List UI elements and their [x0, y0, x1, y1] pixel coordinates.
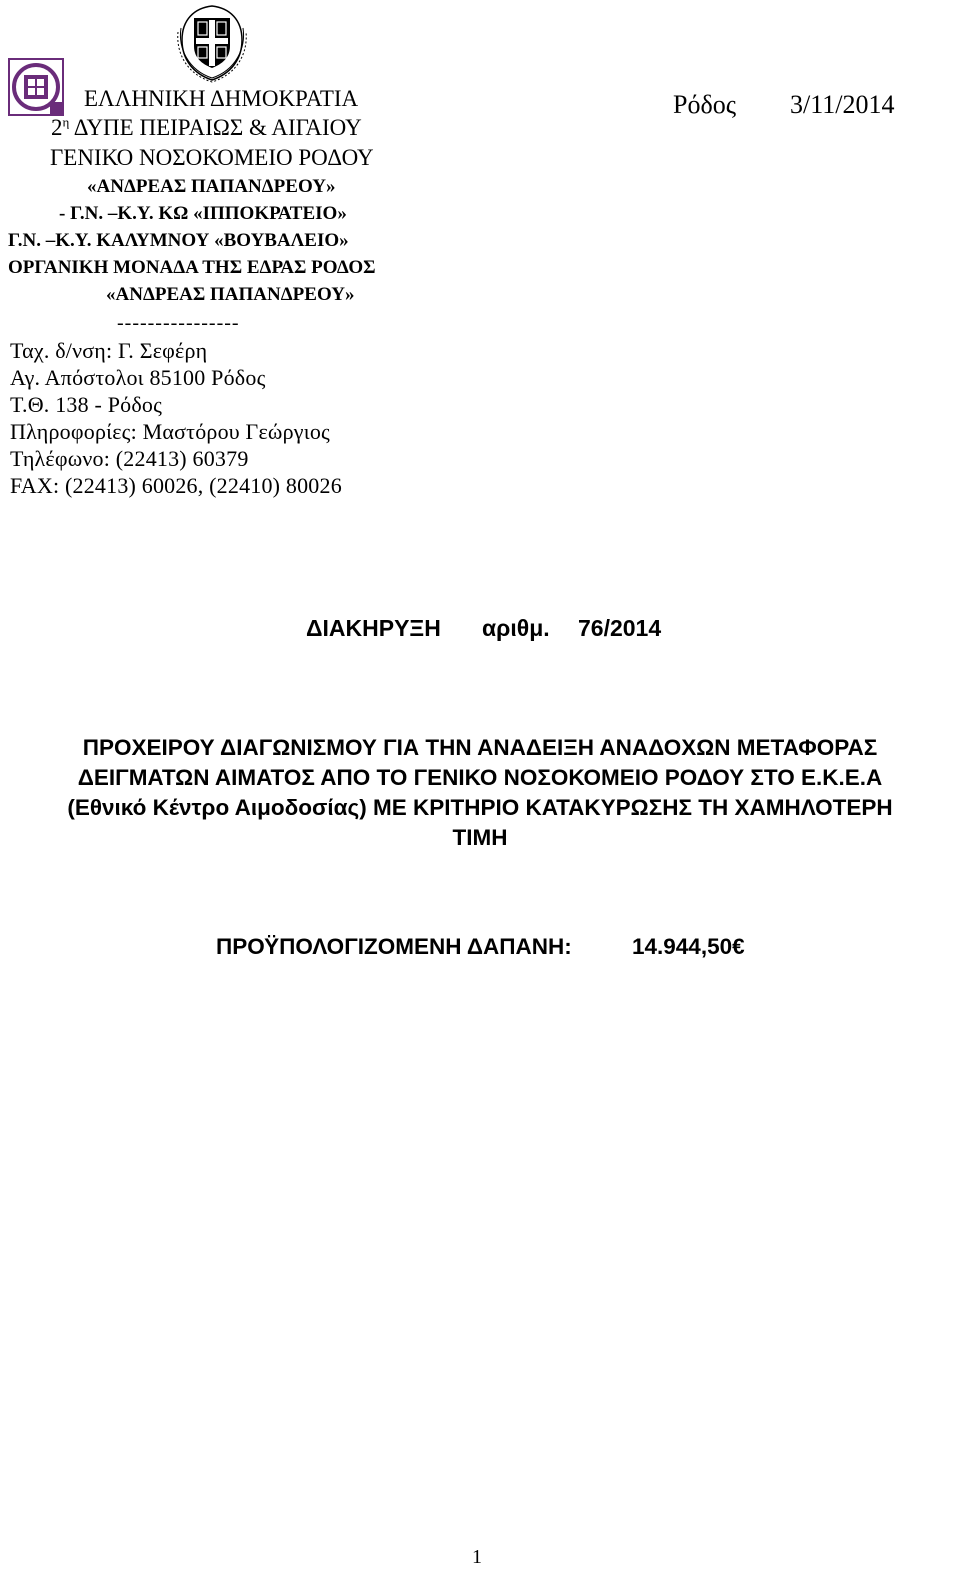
postal-address: Ταχ. δ/νση: Γ. Σεφέρη — [10, 338, 208, 363]
tender-subject-line: ΔΕΙΓΜΑΤΩΝ ΑΙΜΑΤΟΣ ΑΠΟ ΤΟ ΓΕΝΙΚΟ ΝΟΣΟΚΟΜΕΙΟ ΡΟΔΟΥ ΣΤΟ Ε.Κ.Ε.Α — [77, 765, 883, 790]
declaration-title: ΔΙΑΚΗΡΥΞΗ — [306, 615, 441, 641]
declaration-number: 76/2014 — [578, 615, 662, 641]
tender-subject — [10, 733, 950, 853]
country-name: ΕΛΛΗΝΙΚΗ ΔΗΜΟΚΡΑΤΙΑ — [84, 86, 359, 111]
health-region — [51, 114, 362, 142]
phone-number: Τηλέφωνο: (22413) 60379 — [10, 446, 249, 471]
hospital-unit-kos: - Γ.Ν. –Κ.Υ. ΚΩ «ΙΠΠΟΚΡΑΤΕΙΟ» — [59, 203, 347, 224]
city-line: Αγ. Απόστολοι 85100 Ρόδος — [10, 365, 266, 390]
organic-unit-title: ΟΡΓΑΝΙΚΗ ΜΟΝΑΔΑ ΤΗΣ ΕΔΡΑΣ ΡΟΔΟΣ — [8, 257, 376, 278]
health-region-name: ΔΥΠΕ ΠΕΙΡΑΙΩΣ & ΑΙΓΑΙΟΥ — [69, 115, 362, 140]
tender-subject-line: ΤΙΜΗ — [452, 825, 508, 850]
declaration-number-label: αριθμ. — [482, 615, 550, 641]
fax-number: FAX: (22413) 60026, (22410) 80026 — [10, 473, 342, 498]
hospital-logo-icon — [8, 58, 64, 116]
budget-label: ΠΡΟΫΠΟΛΟΓΙΖΟΜΕΝΗ ΔΑΠΑΝΗ: — [216, 934, 572, 959]
contact-person: Πληροφορίες: Μαστόρου Γεώργιος — [10, 419, 330, 444]
page-number: 1 — [472, 1546, 482, 1568]
tender-subject-line: ΠΡΟΧΕΙΡΟΥ ΔΙΑΓΩΝΙΣΜΟΥ ΓΙΑ ΤΗΝ ΑΝΑΔΕΙΞΗ ΑΝΑΔΟΧΩΝ ΜΕΤΑΦΟΡΑΣ — [82, 735, 878, 760]
document-date: 3/11/2014 — [790, 90, 895, 119]
health-region-ordinal: η — [62, 114, 70, 130]
po-box: Τ.Θ. 138 - Ρόδος — [10, 392, 163, 417]
hospital-name: ΓΕΝΙΚΟ ΝΟΣΟΚΟΜΕΙΟ ΡΟΔΟΥ — [50, 145, 374, 170]
hospital-unit-kalymnos: Γ.Ν. –Κ.Υ. ΚΑΛΥΜΝΟΥ «ΒΟΥΒΑΛΕΙΟ» — [8, 230, 349, 251]
hospital-subtitle: «ΑΝΔΡΕΑΣ ΠΑΠΑΝΔΡΕΟΥ» — [87, 176, 336, 197]
health-region-number: 2 — [51, 115, 63, 140]
budget-amount: 14.944,50€ — [632, 934, 745, 959]
header-separator: ---------------- — [117, 312, 240, 334]
tender-subject-line: (Εθνικό Κέντρο Αιμοδοσίας) ΜΕ ΚΡΙΤΗΡΙΟ ΚΑΤΑΚΥΡΩΣΗΣ ΤΗ ΧΑΜΗΛΟΤΕΡΗ — [67, 795, 893, 820]
place: Ρόδος — [673, 90, 737, 119]
organic-unit-name: «ΑΝΔΡΕΑΣ ΠΑΠΑΝΔΡΕΟΥ» — [106, 284, 355, 305]
greek-coat-of-arms-icon — [172, 2, 252, 84]
